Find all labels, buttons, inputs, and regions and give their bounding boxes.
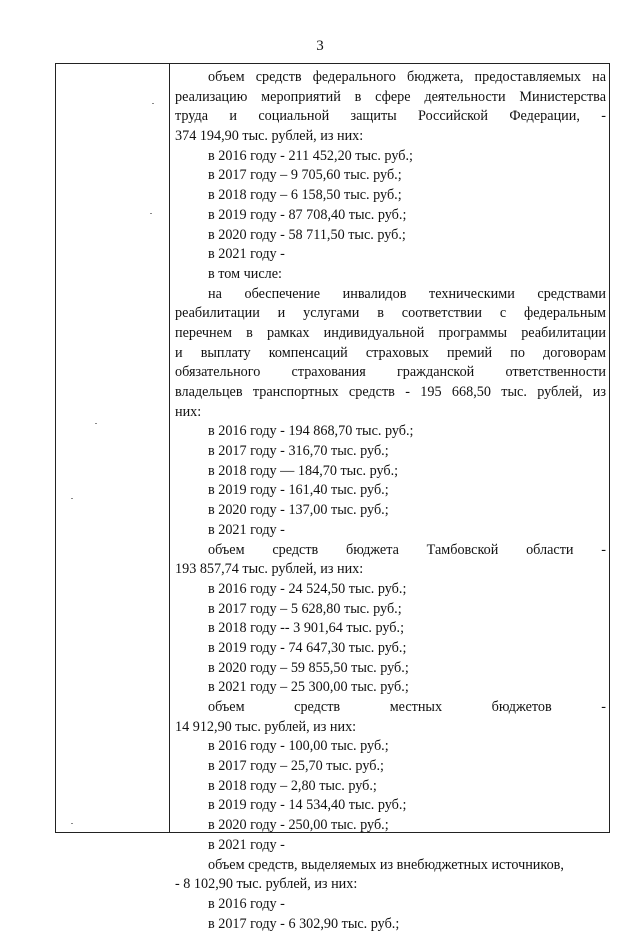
document-table	[55, 63, 610, 932]
text-line: и выплату компенсаций страховых премий по договорам	[175, 344, 606, 361]
text-line: реабилитации и услугами в соответствии с федеральным	[175, 305, 606, 322]
text-line: 374 194,90 тыс. рублей, из них:	[175, 128, 364, 145]
text-line: в 2018 году – 6 158,50 тыс. руб.;	[208, 187, 402, 204]
text-line: в 2017 году – 9 705,60 тыс. руб.;	[208, 167, 402, 184]
text-line: в 2017 году - 6 302,90 тыс. руб.;	[208, 915, 400, 932]
text-line: в 2020 году – 59 855,50 тыс. руб.;	[208, 659, 409, 676]
text-line: в 2018 году – 2,80 тыс. руб.;	[208, 777, 377, 794]
text-line: в 2021 году – 25 300,00 тыс. руб.;	[208, 679, 409, 696]
text-line: в 2020 году - 250,00 тыс. руб.;	[208, 817, 389, 834]
text-line: них:	[175, 403, 202, 420]
text-line: в 2019 году - 74 647,30 тыс. руб.;	[208, 639, 407, 656]
column-divider	[169, 64, 170, 832]
text-line: в 2016 году - 100,00 тыс. руб.;	[208, 738, 389, 755]
text-line: в 2020 году - 137,00 тыс. руб.;	[208, 502, 389, 519]
text-line: в 2017 году – 5 628,80 тыс. руб.;	[208, 600, 402, 617]
scan-speck	[95, 423, 97, 424]
text-line: в 2019 году - 87 708,40 тыс. руб.;	[208, 206, 407, 223]
text-line: объем средств местных бюджетов -	[208, 699, 606, 715]
text-line: в 2016 году - 211 452,20 тыс. руб.;	[208, 147, 413, 164]
text-line: в 2017 году - 316,70 тыс. руб.;	[208, 443, 389, 460]
text-line: в 2021 году -	[208, 836, 285, 853]
page-number: 3	[316, 38, 324, 54]
scan-speck	[71, 823, 73, 824]
text-line: в 2016 году - 194 868,70 тыс. руб.;	[208, 423, 414, 440]
text-line: в 2017 году – 25,70 тыс. руб.;	[208, 758, 384, 775]
text-line: в 2019 году - 14 534,40 тыс. руб.;	[208, 797, 407, 814]
text-line: в 2018 году — 184,70 тыс. руб.;	[208, 462, 399, 479]
text-line: реализацию мероприятий в сфере деятельности Министерства	[175, 88, 606, 105]
scan-speck	[152, 103, 154, 104]
text-line: объем средств федерального бюджета, предоставляемых на	[208, 69, 606, 85]
text-line: труда и социальной защиты Российской Федерации, -	[175, 108, 606, 125]
text-line: в том числе:	[208, 265, 282, 282]
text-line: 14 912,90 тыс. рублей, из них:	[175, 718, 357, 735]
text-line: - 8 102,90 тыс. рублей, из них:	[175, 876, 358, 893]
text-line: в 2019 году - 161,40 тыс. руб.;	[208, 482, 389, 499]
text-line: перечнем в рамках индивидуальной программы реабилитации	[175, 324, 606, 341]
scan-speck	[71, 498, 73, 499]
text-line: объем средств бюджета Тамбовской области -	[208, 541, 606, 558]
text-line: 193 857,74 тыс. рублей, из них:	[175, 561, 364, 578]
scan-speck	[150, 213, 152, 214]
text-line: объем средств, выделяемых из внебюджетных источников,	[208, 856, 564, 873]
table-content-cell	[175, 68, 606, 934]
text-line: владельцев транспортных средств - 195 668,50 тыс. рублей, из	[175, 384, 606, 400]
text-line: в 2020 году - 58 711,50 тыс. руб.;	[208, 226, 406, 243]
text-line: в 2016 году - 24 524,50 тыс. руб.;	[208, 580, 407, 597]
text-line: обязательного страхования гражданской ответственности	[175, 364, 606, 381]
text-line: в 2018 году -- 3 901,64 тыс. руб.;	[208, 620, 405, 637]
text-line: в 2021 году -	[208, 246, 285, 263]
text-line: на обеспечение инвалидов техническими средствами	[208, 285, 606, 302]
text-line: в 2021 году -	[208, 521, 285, 538]
text-line: в 2016 году -	[208, 895, 285, 912]
